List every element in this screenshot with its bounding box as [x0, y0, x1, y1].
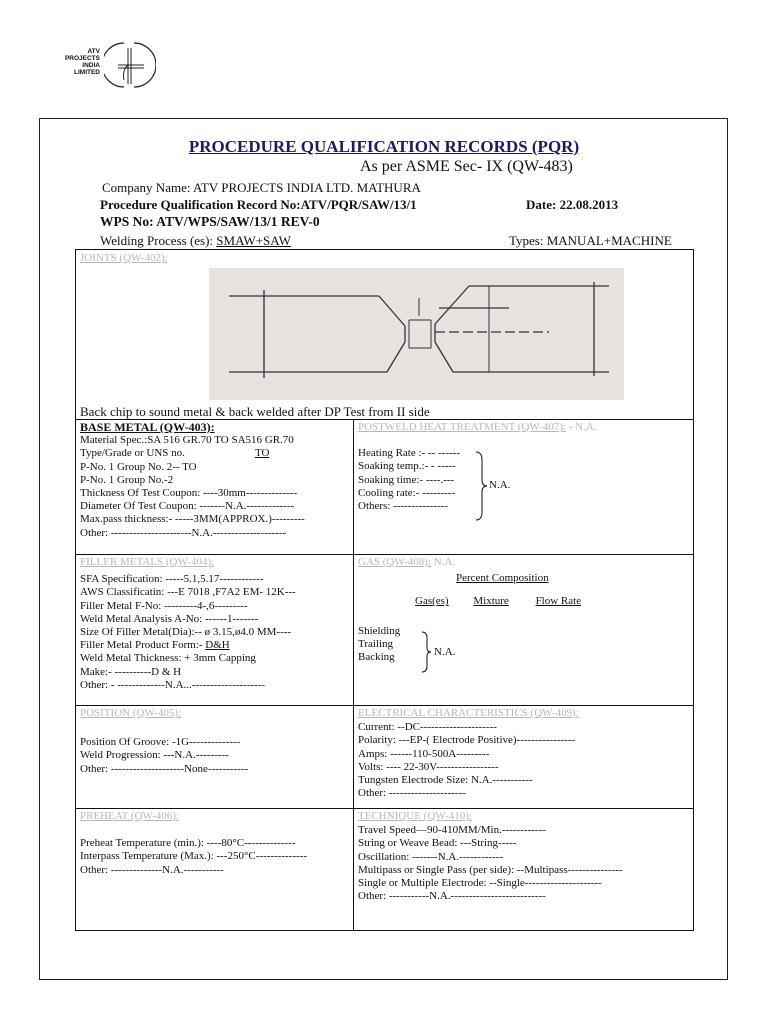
joint-sketch-image [209, 268, 624, 400]
filler-product-form-value: D&H [205, 639, 230, 652]
technique-heading: TECHNIQUE (QW-410): [358, 810, 472, 822]
pwht-section [358, 421, 688, 513]
electrical-line: Amps: ------110-500A--------- [358, 747, 490, 760]
gas-col-flow-rate: Flow Rate [535, 595, 582, 608]
document-subtitle: As per ASME Sec- IX (QW-483) [360, 158, 573, 175]
pwht-heading [358, 421, 688, 434]
filler-heading: FILLER METALS (QW-404): [80, 556, 215, 568]
preheat-line: Other: --------------N.A.----------- [80, 863, 224, 876]
base-metal-line: Material Spec.:SA 516 GR.70 TO SA516 GR.70 [80, 434, 294, 447]
wps-number: WPS No: ATV/WPS/SAW/13/1 REV-0 [100, 214, 320, 229]
base-metal-line: P-No. 1 Group No. 2-- TO [80, 460, 197, 473]
gas-brace-icon [420, 630, 432, 674]
filler-line: Other: - -------------N.A...-------------------- [80, 678, 266, 691]
base-metal-section [80, 421, 350, 540]
technique-line: Single or Multiple Electrode: --Single--------------------- [358, 877, 602, 890]
logo-text [52, 48, 100, 76]
pwht-heading-text: POSTWELD HEAT TREATMENT (QW-407): [358, 421, 567, 433]
pqr-table [75, 249, 694, 931]
welding-process-label: Welding Process (es): [100, 233, 217, 248]
filler-line: SFA Specification: -----5.1,5.17------------ [80, 573, 264, 586]
gas-section [358, 556, 688, 664]
electrical-line: Tungsten Electrode Size: N.A.----------- [358, 774, 533, 787]
gas-line: Trailing [358, 637, 394, 650]
technique-line: Travel Speed—90-410MM/Min.------------ [358, 824, 546, 837]
column-divider [353, 419, 354, 930]
joint-diagram-icon [209, 268, 624, 400]
company-logo [52, 40, 162, 90]
logo-line: ATV [87, 48, 100, 55]
document-title: PROCEDURE QUALIFICATION RECORDS (PQR) [188, 137, 580, 156]
logo-line: PROJECTS [64, 55, 100, 62]
gas-percent-composition: Percent Composition [456, 572, 549, 585]
filler-line [80, 639, 350, 652]
divider [76, 705, 693, 706]
base-metal-line: Diameter Of Test Coupon: -------N.A.------------- [80, 500, 295, 513]
pwht-line: Cooling rate:- --------- [358, 486, 456, 499]
welding-process [100, 233, 291, 249]
joints-section [80, 252, 168, 265]
pwht-na: N.A. [489, 479, 511, 491]
position-section [80, 707, 350, 776]
gas-na: N.A. [434, 646, 456, 658]
pqr-date: Date: 22.08.2013 [526, 197, 619, 212]
filler-line: Weld Metal Thickness: + 3mm Capping [80, 652, 256, 665]
base-metal-line: Max.pass thickness:- -----3MM(APPROX.)--------- [80, 513, 305, 526]
electrical-line: Current: --DC--------------------- [358, 721, 497, 734]
position-line: Other: --------------------None----------- [80, 762, 249, 775]
gas-heading-text: GAS (QW-408): [358, 556, 432, 568]
gas-col-mixture: Mixture [473, 595, 509, 608]
gas-columns [415, 595, 688, 608]
electrical-line: Polarity: ---EP-( Electrode Positive)---------------- [358, 734, 576, 747]
base-metal-heading: BASE METAL (QW-403): [80, 420, 215, 434]
gas-col-gases: Gas(es) [415, 595, 449, 608]
pwht-line: Soaking temp.:- - ----- [358, 460, 456, 473]
position-heading: POSITION (QW-405): [80, 707, 182, 719]
filler-metals-section [80, 556, 350, 692]
position-line: Position Of Groove: -1G-------------- [80, 736, 241, 749]
company-name: Company Name: ATV PROJECTS INDIA LTD. MATHURA [102, 180, 421, 195]
filler-line: Make:- ----------D & H [80, 665, 182, 678]
electrical-line: Volts: ---- 22-30V----------------- [358, 760, 499, 773]
joint-note: Back chip to sound metal & back welded after DP Test from II side [80, 404, 430, 419]
gas-heading [358, 556, 688, 569]
electrical-line: Other: --------------------- [358, 787, 466, 800]
technique-line: String or Weave Bead: ---String----- [358, 837, 517, 850]
gas-heading-suffix: N.A. [431, 556, 456, 568]
technique-line: Oscillation: -------N.A.------------ [358, 850, 504, 863]
divider [76, 808, 693, 809]
base-metal-line: Other: ----------------------N.A.-------------------- [80, 526, 287, 539]
position-line: Weld Progression: ---N.A.--------- [80, 749, 229, 762]
divider [76, 554, 693, 555]
technique-section [358, 810, 688, 903]
technique-line: Other: -----------N.A.-------------------------- [358, 890, 546, 903]
filler-line: Size Of Filler Metal(Dia):-- ø 3.15,ø4.0 MM---- [80, 626, 292, 639]
electrical-heading: ELECTRICAL CHARACTERISTICS (QW-409): [358, 707, 579, 719]
filler-product-form: Filler Metal Product Form:- [80, 639, 206, 652]
preheat-section [80, 810, 350, 877]
welding-process-value: SMAW+SAW [216, 233, 291, 248]
technique-line: Multipass or Single Pass (per side): --Multipass--------------- [358, 863, 623, 876]
logo-emblem-icon [104, 40, 156, 90]
logo-line: LIMITED [74, 69, 100, 76]
base-metal-type: Type/Grade or UNS no. [80, 447, 185, 460]
preheat-line: Preheat Temperature (min.): ----80°C-------------- [80, 837, 296, 850]
gas-line: Shielding [358, 624, 401, 637]
pwht-line: Soaking time:- ----.--- [358, 473, 455, 486]
pqr-number: Procedure Qualification Record No:ATV/PQR/SAW/13/1 [100, 197, 417, 212]
base-metal-line [80, 447, 350, 460]
gas-line: Backing [358, 651, 395, 664]
preheat-line: Interpass Temperature (Max.): ---250°C-------------- [80, 850, 307, 863]
electrical-section [358, 707, 688, 800]
joints-heading: JOINTS (QW-402): [80, 252, 168, 264]
pwht-line: Others: --------------- [358, 500, 449, 513]
pwht-line: Heating Rate :- -- ------ [358, 447, 461, 460]
filler-line: Weld Metal Analysis A-No: ------1------- [80, 612, 259, 625]
base-metal-line: Thickness Of Test Coupon: ----30mm-------------- [80, 487, 298, 500]
pwht-brace-icon [474, 450, 488, 522]
base-metal-line: P-No. 1 Group No.-2 [80, 473, 174, 486]
filler-line: Filler Metal F-No: ---------4-,6--------- [80, 599, 248, 612]
welding-types: Types: MANUAL+MACHINE [509, 233, 672, 248]
logo-line: INDIA [82, 62, 100, 69]
base-metal-to: TO [254, 447, 270, 460]
pwht-heading-suffix: - N.A. [566, 421, 597, 433]
preheat-heading: PREHEAT (QW-406): [80, 810, 180, 822]
filler-line: AWS Classificatin: ---E 7018 ,F7A2 EM- 12K--- [80, 586, 296, 599]
